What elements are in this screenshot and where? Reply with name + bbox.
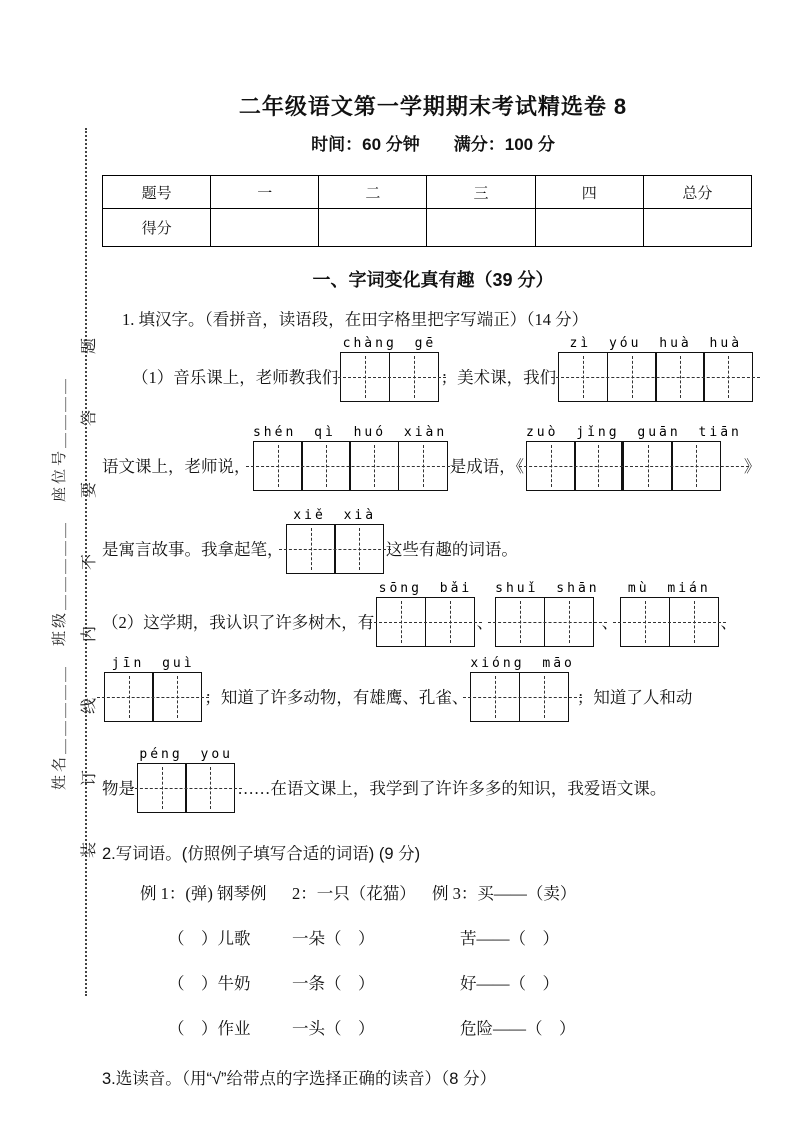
- tianzige-group-zuojingguantian: [526, 424, 742, 491]
- q2-example-cell: 例 3：买——（卖）: [432, 884, 577, 903]
- score-empty-cell: [427, 209, 535, 247]
- tianzige-group-changge: [340, 335, 438, 402]
- q2-word-table: [102, 880, 764, 1039]
- tianzige-cell[interactable]: [526, 441, 576, 491]
- score-table-header-cell: 题号: [103, 176, 211, 209]
- pinyin-label: zì yóu huà huà: [569, 336, 743, 351]
- tianzige-group-xiongmao: [470, 655, 574, 722]
- q2-example-cell: 例 1：(弹) 钢琴例: [140, 884, 267, 903]
- tianzige-group-songbai: [376, 580, 474, 647]
- q2-item-cell: 一条（ ）: [292, 974, 375, 993]
- tianzige-cell[interactable]: [340, 352, 390, 402]
- tianzige-cell[interactable]: [655, 352, 705, 402]
- tianzige-cell[interactable]: [349, 441, 399, 491]
- tianzige-cell[interactable]: [519, 672, 569, 722]
- pinyin-label: chàng gē: [342, 336, 437, 351]
- score-empty-cell: [643, 209, 751, 247]
- writing-grid[interactable]: [470, 672, 574, 722]
- tianzige-cell[interactable]: [544, 597, 594, 647]
- q2-item-cell: 好——（ ）: [460, 974, 559, 993]
- tianzige-cell[interactable]: [623, 441, 673, 491]
- tianzige-cell[interactable]: [398, 441, 448, 491]
- score-table-score-row: [103, 209, 752, 247]
- student-info-fields: 姓名＿＿＿＿＿ 班级＿＿＿＿＿ 座位号＿＿＿＿: [51, 375, 68, 790]
- q1-sentence-line-1: [102, 336, 764, 409]
- writing-grid[interactable]: [104, 672, 202, 722]
- question-3-label: 3.选读音。（用“√”给带点的字选择正确的读音）（8 分）: [102, 1070, 497, 1088]
- tianzige-cell[interactable]: [389, 352, 439, 402]
- q1-sentence-line-2: [102, 425, 764, 498]
- tianzige-cell[interactable]: [152, 672, 202, 722]
- tianzige-group-xiexia: [286, 507, 384, 574]
- tianzige-group-jingui: [104, 655, 202, 722]
- q2-item-cell: 一朵（ ）: [292, 929, 375, 948]
- tianzige-cell[interactable]: [376, 597, 426, 647]
- separator-text: 、: [601, 612, 619, 632]
- tianzige-cell[interactable]: [703, 352, 753, 402]
- page-title: 二年级语文第一学期期末考试精选卷 8: [238, 94, 628, 119]
- tianzige-cell[interactable]: [607, 352, 657, 402]
- pinyin-label: xióng māo: [470, 656, 575, 671]
- tianzige-cell[interactable]: [301, 441, 351, 491]
- section-1-heading: 一、字词变化真有趣（39 分）: [312, 270, 554, 290]
- tianzige-cell[interactable]: [253, 441, 303, 491]
- q1-sentence-line-5: [102, 656, 764, 729]
- score-empty-cell: [535, 209, 643, 247]
- tianzige-cell[interactable]: [286, 524, 336, 574]
- sentence-text: ；知道了许多动物，有雄鹰、孔雀、: [204, 687, 469, 707]
- q1-sentence-line-3: [102, 508, 764, 581]
- score-table: [102, 175, 752, 247]
- tianzige-cell[interactable]: [574, 441, 624, 491]
- pinyin-label: shén qì huó xiàn: [252, 425, 448, 440]
- q2-example-cell: 2：一只（花猫）: [292, 884, 416, 903]
- writing-grid[interactable]: [526, 441, 742, 491]
- pinyin-label: zuò jǐng guān tiān: [525, 425, 742, 440]
- tianzige-cell[interactable]: [669, 597, 719, 647]
- tianzige-cell[interactable]: [620, 597, 670, 647]
- writing-grid[interactable]: [620, 597, 718, 647]
- sentence-text: （1）音乐课上，老师教我们: [132, 367, 339, 387]
- score-empty-cell: [211, 209, 319, 247]
- sentence-text: 这些有趣的词语。: [385, 539, 518, 559]
- tianzige-cell[interactable]: [671, 441, 721, 491]
- sentence-text: ……在语文课上，我学到了许许多多的知识，我爱语文课。: [237, 778, 667, 798]
- writing-grid[interactable]: [558, 352, 753, 402]
- q2-item-cell: （ ）牛奶: [168, 974, 251, 993]
- tianzige-group-ziyouhuahua: [558, 335, 753, 402]
- tianzige-group-pengyou: [137, 746, 235, 813]
- pinyin-label: shuǐ shān: [495, 581, 600, 596]
- score-table-header-row: [103, 176, 752, 209]
- tianzige-group-shuishan: [495, 580, 599, 647]
- pinyin-label: jīn guì: [111, 656, 195, 671]
- tianzige-cell[interactable]: [137, 763, 187, 813]
- sentence-text: ；美术课，我们: [440, 367, 557, 387]
- score-table-header-cell: 二: [319, 176, 427, 209]
- score-table-row-label: 得分: [103, 209, 211, 247]
- separator-text: 、: [476, 612, 494, 632]
- q2-item-cell: 一头（ ）: [292, 1019, 375, 1038]
- pinyin-label: péng you: [139, 747, 234, 762]
- sentence-text: 语文课上，老师说，: [102, 456, 251, 476]
- tianzige-cell[interactable]: [558, 352, 608, 402]
- tianzige-cell[interactable]: [334, 524, 384, 574]
- binding-text: 装订线内不要答题: [81, 281, 98, 858]
- question-1-label: 1. 填汉字。（看拼音，读语段，在田字格里把字写端正）（14 分）: [122, 310, 589, 329]
- question-2-label: 2.写词语。(仿照例子填写合适的词语) (9 分): [102, 845, 421, 863]
- q2-item-cell: 苦——（ ）: [460, 929, 559, 948]
- writing-grid[interactable]: [340, 352, 438, 402]
- tianzige-cell[interactable]: [470, 672, 520, 722]
- tianzige-group-mumian: [620, 580, 718, 647]
- q1-sentence-line-4: [102, 581, 764, 654]
- pinyin-label: mù mián: [627, 581, 711, 596]
- exam-content: [102, 0, 764, 1089]
- writing-grid[interactable]: [137, 763, 235, 813]
- score-table-header-cell: 四: [535, 176, 643, 209]
- sentence-text: （2）这学期，我认识了许多树木，有: [102, 612, 375, 632]
- writing-grid[interactable]: [376, 597, 474, 647]
- sentence-text: 物是: [102, 778, 135, 798]
- tianzige-cell[interactable]: [185, 763, 235, 813]
- sentence-text: 是成语，《: [449, 456, 524, 476]
- sentence-text: 是寓言故事。我拿起笔，: [102, 539, 284, 559]
- score-table-header-cell: 总分: [643, 176, 751, 209]
- score-empty-cell: [319, 209, 427, 247]
- pinyin-label: sōng bǎi: [378, 581, 473, 596]
- writing-grid[interactable]: [495, 597, 599, 647]
- score-table-header-cell: 一: [211, 176, 319, 209]
- tianzige-cell[interactable]: [104, 672, 154, 722]
- q2-item-cell: （ ）儿歌: [168, 929, 251, 948]
- separator-text: 、: [720, 612, 738, 632]
- q1-sentence-line-6: [102, 747, 764, 820]
- tianzige-group-shenqihuoxian: [253, 424, 448, 491]
- q2-item-cell: 危险——（ ）: [460, 1019, 576, 1038]
- score-table-header-cell: 三: [427, 176, 535, 209]
- tianzige-cell[interactable]: [425, 597, 475, 647]
- exam-meta: 时间：60 分钟 满分：100 分: [311, 135, 555, 154]
- sentence-text: 》: [743, 456, 761, 476]
- sentence-text: ；知道了人和动: [576, 687, 693, 707]
- tianzige-cell[interactable]: [495, 597, 545, 647]
- writing-grid[interactable]: [253, 441, 448, 491]
- pinyin-label: xiě xià: [293, 508, 377, 523]
- writing-grid[interactable]: [286, 524, 384, 574]
- q2-item-cell: （ ）作业: [168, 1019, 251, 1038]
